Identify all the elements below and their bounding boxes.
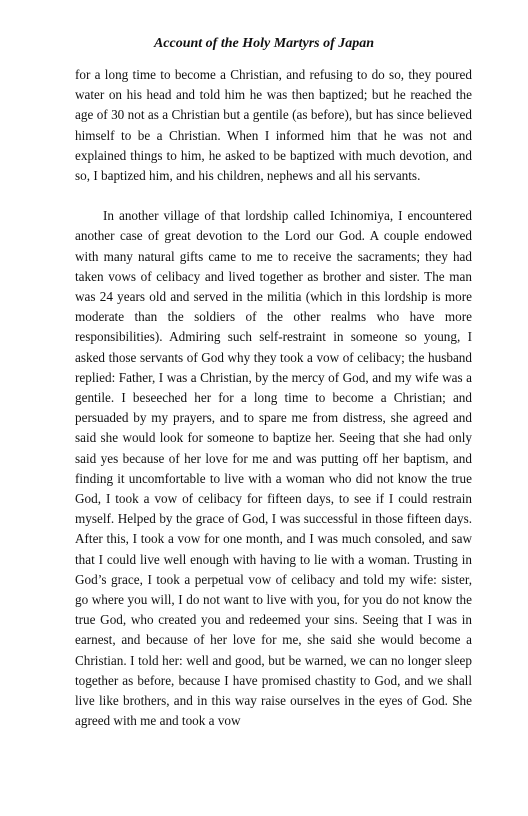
- body-text: [75, 65, 472, 732]
- paragraph-continuation: for a long time to become a Christian, and refusing to do so, they poured water on his head and told him he was then baptized; but he reached the age of 30 not as a Christian but a gentile (as before), but has since believed himself to be a Christian. When I informed him that he was not and explained things to him, he asked to be baptized with much devotion, and so, I baptized him, and his children, nephews and all his servants.: [75, 67, 472, 184]
- paragraph-ichinomiya: In another village of that lordship called Ichinomiya, I encountered another case of great devotion to the Lord our God. A couple endowed with many natural gifts came to me to receive the sacraments; they had taken vows of celibacy and lived together as brother and sister. The man was 24 years old and served in the militia (which in this lordship is more moderate than the soldiers of the other realms who have more responsibilities). Admiring such self-restraint in someone so young, I asked those servants of God why they took a vow of celibacy; the husband replied: Father, I was a Christian, by the mercy of God, and my wife was a gentile. I beseeched her for a long time to become a Christian; and persuaded by my prayers, and to spare me from distress, she agreed and said she would look for someone to baptize her. Seeing that she had only said yes because of her love for me and was putting off her baptism, and finding it uncomfortable to live with a woman who did not know the true God, I took a vow of celibacy for fifteen days, to see if I could restrain myself. Helped by the grace of God, I was successful in those fifteen days. After this, I took a vow for one month, and I was much consoled, and saw that I could live well enough with having to lie with a woman. Trusting in God’s grace, I took a perpetual vow of celibacy and told my wife: sister, go where you will, I do not want to live with you, for you do not know the true God, who created you and redeemed your sins. Seeing that I was in earnest, and because of her love for me, she said she would become a Christian. I told her: well and good, but be warned, we can no longer sleep together as before, because I have promised chastity to God, and we shall live like brothers, and in this way raise ourselves in the eyes of God. She agreed with me and took a vow: [75, 208, 472, 729]
- running-header: Account of the Holy Martyrs of Japan: [153, 36, 375, 51]
